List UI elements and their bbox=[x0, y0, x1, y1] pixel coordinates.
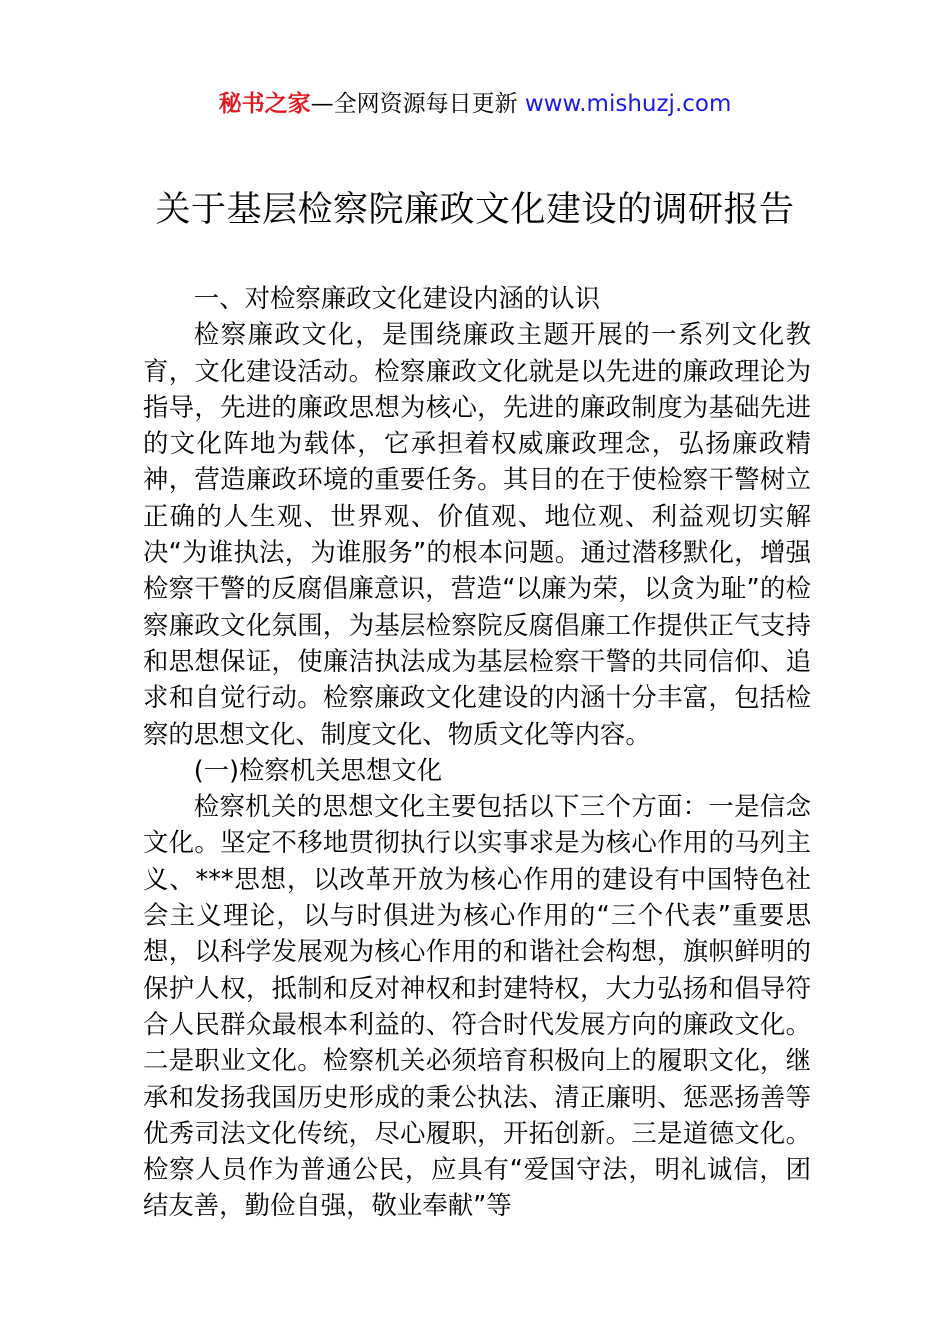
section-heading: 一、对检察廉政文化建设内涵的认识 bbox=[193, 283, 601, 313]
brand-name: 秘书之家 bbox=[218, 91, 311, 117]
body-paragraph: 检察机关的思想文化主要包括以下三个方面：一是信念文化。坚定不移地贯彻执行以实事求是为核心作用的马列主义、***思想，以改革开放为核心作用的建设有中国特色社会主义理论，以与时俱进为核心作用的“三个代表”重要思想，以科学发展观为核心作用的和谐社会构想，旗帜鲜明的保护人权，抵制和反对神权和封建特权，大力弘扬和倡导符合人民群众最根本利益的、符合时代发展方向的廉政文化。二是职业文化。检察机关必须培育积极向上的履职文化，继承和发扬我国历史形成的秉公执法、清正廉明、惩恶扬善等优秀司法文化传统，尽心履职，开拓创新。三是道德文化。检察人员作为普通公民，应具有“爱国守法，明礼诚信，团结友善，勤俭自强，敬业奉献”等 bbox=[143, 791, 811, 1221]
subsection-heading: (一)检察机关思想文化 bbox=[193, 754, 443, 785]
document-body bbox=[143, 280, 811, 1224]
document-title: 关于基层检察院廉政文化建设的调研报告 bbox=[155, 190, 795, 230]
header-tagline: —全网资源每日更新 bbox=[310, 91, 525, 117]
body-paragraph: 检察廉政文化，是围绕廉政主题开展的一系列文化教育，文化建设活动。检察廉政文化就是以先进的廉政理论为指导，先进的廉政思想为核心，先进的廉政制度为基础先进的文化阵地为载体，它承担着权威廉政理念，弘扬廉政精神，营造廉政环境的重要任务。其目的在于使检察干警树立正确的人生观、世界观、价值观、地位观、利益观切实解决“为谁执法，为谁服务”的根本问题。通过潜移默化，增强检察干警的反腐倡廉意识，营造“以廉为荣，以贪为耻”的检察廉政文化氛围，为基层检察院反腐倡廉工作提供正气支持和思想保证，使廉洁执法成为基层检察干警的共同信仰、追求和自觉行动。检察廉政文化建设的内涵十分丰富，包括检察的思想文化、制度文化、物质文化等内容。 bbox=[143, 319, 811, 749]
header-url-link[interactable]: www.mishuzj.com bbox=[524, 91, 732, 117]
site-header bbox=[0, 86, 950, 122]
